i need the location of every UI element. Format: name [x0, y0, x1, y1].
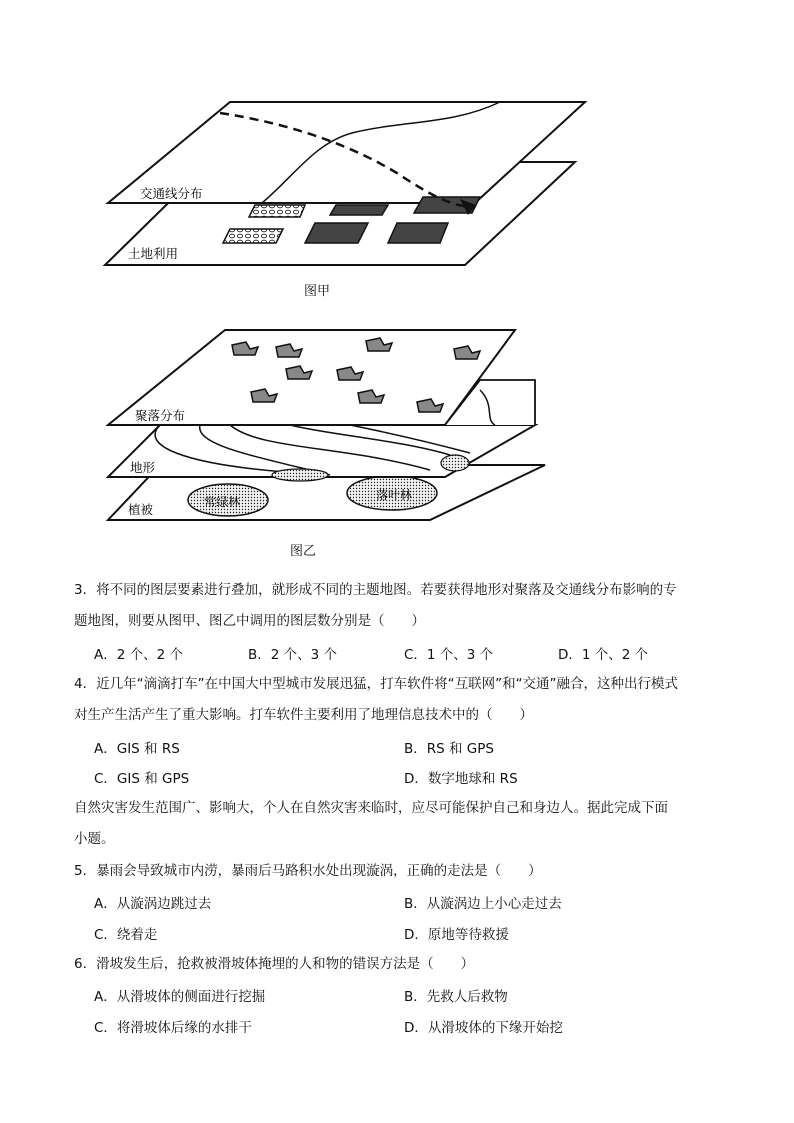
q3-option-d: D．1 个、2 个 — [558, 647, 649, 663]
industrial-parcel — [330, 205, 388, 215]
layer-label-land-use: 土地利用 — [128, 246, 179, 261]
terrain-patch — [441, 455, 469, 471]
figure-a-caption: 图甲 — [304, 284, 331, 299]
industrial-parcel — [388, 223, 448, 243]
evergreen-label: 常绿林 — [204, 495, 241, 509]
deciduous-label: 落叶林 — [376, 488, 413, 502]
layer-label-terrain: 地形 — [130, 460, 156, 475]
intro-line-2: 小题。 — [74, 831, 115, 847]
q6-option-b: B．先救人后救物 — [404, 989, 508, 1005]
intro-line-1: 自然灾害发生范围广、影响大，个人在自然灾害来临时，应尽可能保护自己和身边人。据此完成下面 — [74, 800, 668, 816]
q6-option-a: A．从滑坡体的侧面进行挖掘 — [94, 989, 266, 1005]
q5-option-d: D．原地等待救援 — [404, 927, 509, 943]
figure-b-caption: 图乙 — [290, 544, 317, 559]
q4-option-a: A．GIS 和 RS — [94, 741, 180, 757]
residential-parcel — [223, 229, 283, 243]
q5-option-a: A．从漩涡边跳过去 — [94, 896, 212, 912]
q3-option-a: A．2 个、2 个 — [94, 647, 183, 663]
layer-label-vegetation: 植被 — [128, 502, 154, 517]
q6-option-d: D．从滑坡体的下缘开始挖 — [404, 1020, 563, 1036]
q4-option-c: C．GIS 和 GPS — [94, 771, 190, 787]
q4-option-d: D．数字地球和 RS — [404, 771, 518, 787]
terrain-patch — [272, 469, 328, 481]
figure-a — [100, 95, 590, 270]
q3-option-b: B．2 个、3 个 — [248, 647, 338, 663]
q4-option-b: B．RS 和 GPS — [404, 741, 494, 757]
layer-label-settlement: 聚落分布 — [135, 408, 186, 423]
layer-label-transport: 交通线分布 — [140, 186, 203, 201]
figure-b — [100, 325, 560, 525]
industrial-parcel — [305, 223, 368, 243]
q5-option-b: B．从漩涡边上小心走过去 — [404, 896, 562, 912]
question-3-line-2: 题地图，则要从图甲、图乙中调用的图层数分别是（ ） — [74, 613, 425, 629]
q3-option-c: C．1 个、3 个 — [404, 647, 494, 663]
question-4-line-1: 4．近几年“滴滴打车”在中国大中型城市发展迅猛，打车软件将“互联网”和“交通”融合，这种出行模式 — [74, 676, 679, 692]
q6-option-c: C．将滑坡体后缘的水排干 — [94, 1020, 252, 1036]
question-5-line-1: 5．暴雨会导致城市内涝，暴雨后马路积水处出现漩涡，正确的走法是（ ） — [74, 863, 542, 879]
question-6-line-1: 6．滑坡发生后，抢救被滑坡体掩埋的人和物的错误方法是（ ） — [74, 956, 475, 972]
question-3-line-1: 3．将不同的图层要素进行叠加，就形成不同的主题地图。若要获得地形对聚落及交通线分布影响的专 — [74, 582, 677, 598]
q5-option-c: C．绕着走 — [94, 927, 158, 943]
residential-parcel — [249, 205, 305, 217]
question-4-line-2: 对生产生活产生了重大影响。打车软件主要利用了地理信息技术中的（ ） — [74, 707, 533, 723]
